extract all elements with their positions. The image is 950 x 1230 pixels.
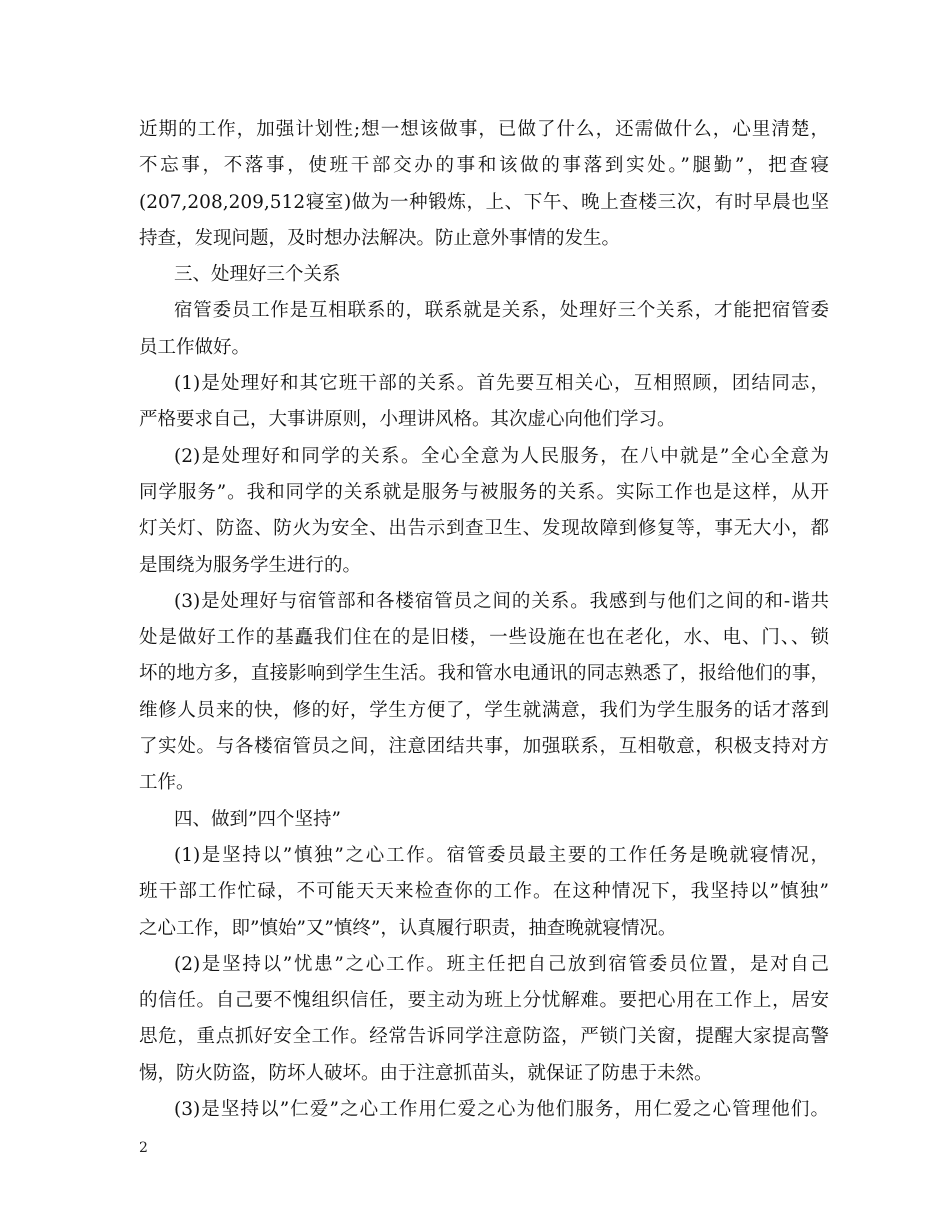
text-line: (2)是坚持以”忧患”之心工作。班主任把自己放到宿管委员位置，是对自己 — [174, 953, 829, 975]
text-line: 了实处。与各楼宿管员之间，注意团结共事，加强联系，互相敬意，积极支持对方 — [139, 736, 829, 758]
text-line: 维修人员来的快，修的好，学生方便了，学生就满意，我们为学生服务的话才落到 — [139, 699, 829, 721]
text-line: 不忘事，不落事，使班干部交办的事和该做的事落到实处。”腿勤”，把查寝 — [139, 155, 829, 177]
text-line: (3)是坚持以”仁爱”之心工作用仁爱之心为他们服务，用仁爱之心管理他们。 — [174, 1099, 829, 1121]
page-number: 2 — [139, 1140, 148, 1156]
text-line: 灯关灯、防盗、防火为安全、出告示到查卫生、发现故障到修复等，事无大小，都 — [139, 518, 829, 540]
text-line: 思危，重点抓好安全工作。经常告诉同学注意防盗，严锁门关窗，提醒大家提高警 — [139, 1026, 829, 1048]
text-line: (1)是坚持以”慎独”之心工作。宿管委员最主要的工作任务是晚就寝情况， — [174, 844, 829, 866]
text-line: 处是做好工作的基矗我们住在的是旧楼，一些设施在也在老化，水、电、门、、锁 — [139, 627, 829, 649]
document-body — [139, 112, 829, 1128]
text-line: 之心工作，即”慎始”又”慎终”，认真履行职责，抽查晚就寝情况。 — [139, 917, 677, 939]
text-line: (207,208,209,512寝室)做为一种锻炼，上、下午、晚上查楼三次，有时早晨也坚 — [139, 191, 829, 213]
text-line: (1)是处理好和其它班干部的关系。首先要互相关心，互相照顾，团结同志， — [174, 373, 829, 395]
text-line: 员工作做好。 — [139, 336, 251, 358]
text-line: 班干部工作忙碌，不可能天天来检查你的工作。在这种情况下，我坚持以”慎独” — [139, 881, 829, 903]
text-line: 是围绕为服务学生进行的。 — [139, 554, 362, 576]
text-line: 坏的地方多，直接影响到学生生活。我和管水电通讯的同志熟悉了，报给他们的事， — [139, 663, 829, 685]
text-line: 近期的工作，加强计划性;想一想该做事，已做了什么，还需做什么，心里清楚， — [139, 119, 829, 140]
text-line: 工作。 — [139, 772, 195, 794]
text-line: (2)是处理好和同学的关系。全心全意为人民服务，在八中就是”全心全意为 — [174, 445, 829, 467]
text-line: 的信任。自己要不愧组织信任，要主动为班上分忧解难。要把心用在工作上，居安 — [139, 990, 829, 1012]
text-line: (3)是处理好与宿管部和各楼宿管员之间的关系。我感到与他们之间的和-谐共 — [174, 590, 829, 612]
text-line: 严格要求自己，大事讲原则，小理讲风格。其次虚心向他们学习。 — [139, 409, 676, 431]
text-line: 惕，防火防盗，防坏人破坏。由于注意抓苗头，就保证了防患于未然。 — [139, 1062, 713, 1084]
section-heading: 四、做到”四个坚持” — [174, 808, 341, 830]
section-heading: 三、处理好三个关系 — [174, 264, 341, 286]
text-line: 持查，发现问题，及时想办法解决。防止意外事情的发生。 — [139, 227, 621, 249]
text-line: 宿管委员工作是互相联系的，联系就是关系，处理好三个关系，才能把宿管委 — [174, 300, 829, 322]
text-line: 同学服务”。我和同学的关系就是服务与被服务的关系。实际工作也是这样，从开 — [139, 481, 829, 503]
